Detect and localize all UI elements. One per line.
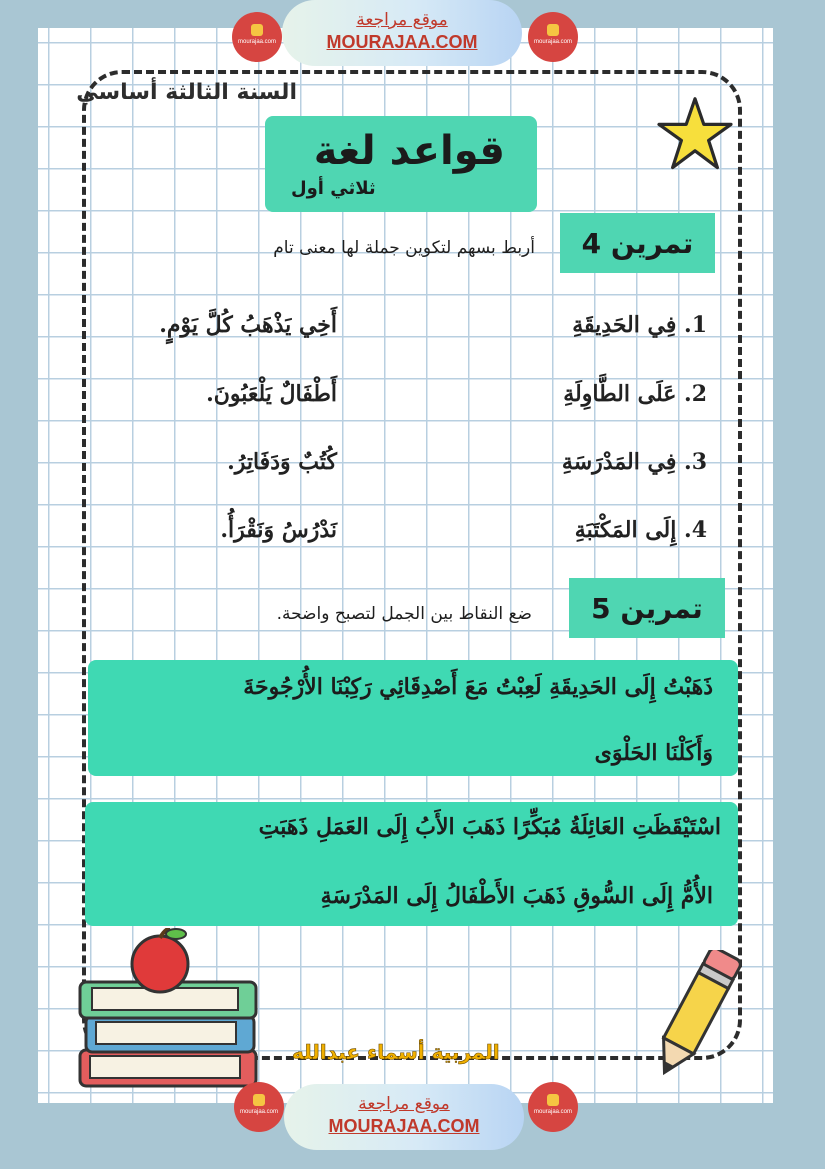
match-right-1[interactable]: 1. فِي الحَدِيقَةِ	[572, 312, 707, 338]
header-site-badge[interactable]	[282, 0, 522, 66]
exercise-4-label: تمرين 4	[560, 213, 715, 273]
teacher-name: المربية أسماء عبدالله	[292, 1040, 500, 1064]
match-right-3[interactable]: 3. فِي المَدْرَسَةِ	[561, 449, 707, 475]
header-site-arabic[interactable]: موقع مراجعة	[356, 10, 448, 30]
paragraph-1-line-1: ذَهَبْتُ إِلَى الحَدِيقَةِ لَعِبْتُ مَعَ أَصْدِقَائِي رَكِبْنَا الأُرْجُوحَةَ	[243, 674, 713, 700]
page-title: قواعد لغة	[313, 128, 505, 174]
footer-site-badge[interactable]	[284, 1084, 524, 1150]
books-apple-icon	[76, 928, 266, 1098]
header-site-link[interactable]: MOURAJAA.COM	[326, 32, 478, 52]
paragraph-1-line-2: وَأَكَلْنَا الحَلْوَى	[594, 740, 713, 766]
paragraph-2-line-2: الأُمُّ إِلَى السُّوقِ ذَهَبَ الأَطْفَالُ إِلَى المَدْرَسَةِ	[320, 883, 713, 909]
exercise-5-instruction: ضع النقاط بين الجمل لتصبح واضحة.	[276, 604, 532, 624]
pencil-icon	[640, 950, 750, 1080]
match-left-4[interactable]: نَدْرُسُ وَنَقْرَأُ.	[220, 517, 337, 543]
footer-site-arabic[interactable]: موقع مراجعة	[358, 1094, 450, 1114]
grade-label: السنة الثالثة أساسي	[76, 80, 297, 105]
site-logo-icon[interactable]: mourajaa.com	[234, 1082, 284, 1132]
star-icon	[655, 94, 735, 174]
title-box	[265, 116, 537, 212]
site-logo-icon[interactable]: mourajaa.com	[528, 12, 578, 62]
exercise-4-instruction: أربط بسهم لتكوين جملة لها معنى تام	[273, 238, 535, 258]
exercise-5-label: تمرين 5	[569, 578, 725, 638]
match-left-2[interactable]: أَطْفَالٌ يَلْعَبُونَ.	[206, 381, 337, 407]
site-logo-icon[interactable]: mourajaa.com	[528, 1082, 578, 1132]
site-logo-icon[interactable]: mourajaa.com	[232, 12, 282, 62]
page-subtitle: ثلاثي أول	[291, 178, 376, 199]
match-right-2[interactable]: 2. عَلَى الطَّاوِلَةِ	[563, 381, 707, 407]
match-left-1[interactable]: أَخِي يَذْهَبُ كُلَّ يَوْمٍ.	[159, 312, 337, 338]
paragraph-2-line-1: اسْتَيْقَظَتِ العَائِلَةُ مُبَكِّرًا ذَهَبَ الأَبُ إِلَى العَمَلِ ذَهَبَتِ	[258, 814, 721, 840]
footer-site-link[interactable]: MOURAJAA.COM	[328, 1116, 480, 1136]
match-left-3[interactable]: كُتُبٌ وَدَفَاتِرُ.	[227, 449, 337, 475]
match-right-4[interactable]: 4. إِلَى المَكْتَبَةِ	[574, 517, 707, 543]
